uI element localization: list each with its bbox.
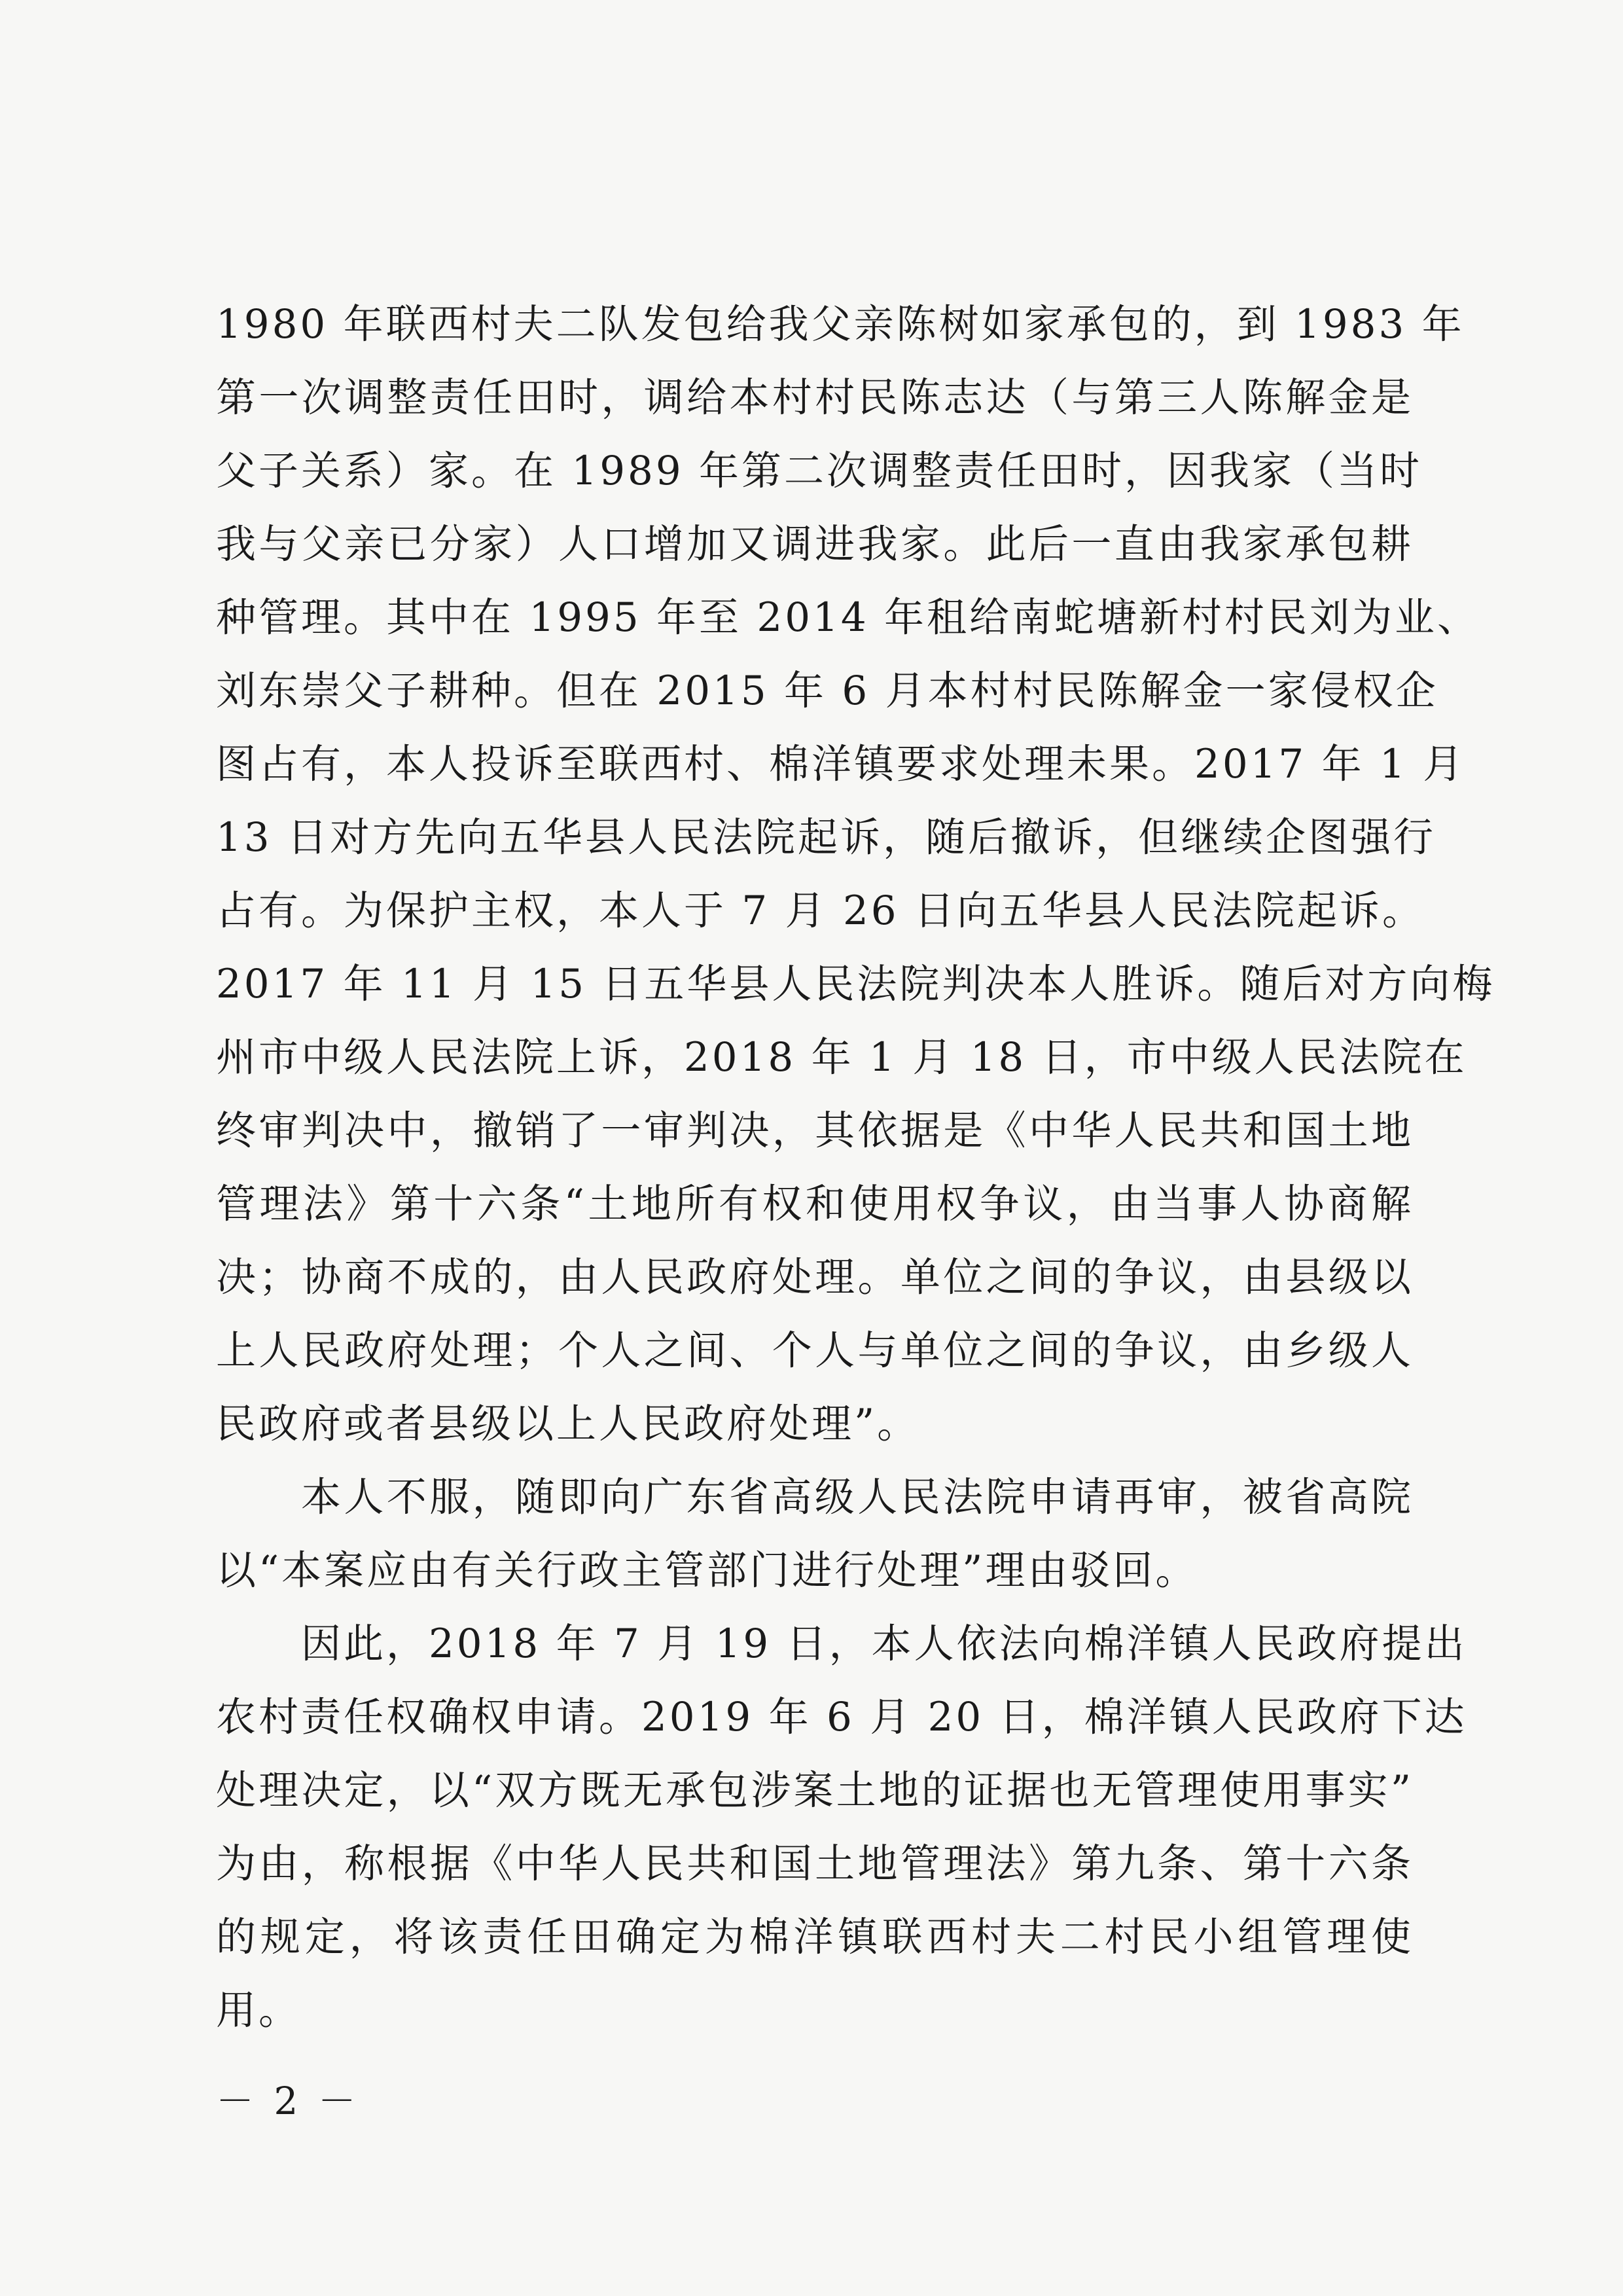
- text-line: 决；协商不成的，由人民政府处理。单位之间的争议，由县级以: [216, 1254, 1414, 1300]
- page-number: － 2 －: [216, 2079, 360, 2123]
- text-line: 占有。为保护主权，本人于 7 月 26 日向五华县人民法院起诉。: [216, 888, 1425, 934]
- paragraph-start-line: 本人不服，随即向广东省高级人民法院申请再审，被省高院: [301, 1474, 1414, 1520]
- text-line: 州市中级人民法院上诉，2018 年 1 月 18 日，市中级人民法院在: [216, 1034, 1467, 1081]
- text-line: 父子关系）家。在 1989 年第二次调整责任田时，因我家（当时: [216, 448, 1423, 494]
- text-line: 种管理。其中在 1995 年至 2014 年租给南蛇塘新村村民刘为业、: [216, 594, 1480, 641]
- text-line: 图占有，本人投诉至联西村、棉洋镇要求处理未果。2017 年 1 月: [216, 741, 1466, 787]
- text-line: 农村责任权确权申请。2019 年 6 月 20 日，棉洋镇人民政府下达: [216, 1694, 1467, 1740]
- text-line: 第一次调整责任田时，调给本村村民陈志达（与第三人陈解金是: [216, 374, 1414, 421]
- text-line: 我与父亲已分家）人口增加又调进我家。此后一直由我家承包耕: [216, 521, 1414, 567]
- text-line: 终审判决中，撤销了一审判决，其依据是《中华人民共和国土地: [216, 1107, 1414, 1154]
- text-line: 2017 年 11 月 15 日五华县人民法院判决本人胜诉。随后对方向梅: [216, 961, 1495, 1007]
- text-line: 的规定，将该责任田确定为棉洋镇联西村夫二村民小组管理使: [216, 1914, 1414, 1960]
- text-line: 上人民政府处理；个人之间、个人与单位之间的争议，由乡级人: [216, 1327, 1414, 1374]
- text-line: 管理法》第十六条“土地所有权和使用权争议，由当事人协商解: [216, 1181, 1414, 1227]
- document-body: [216, 288, 1495, 2047]
- text-line: 13 日对方先向五华县人民法院起诉，随后撤诉，但继续企图强行: [216, 814, 1436, 861]
- text-line: 以“本案应由有关行政主管部门进行处理”理由驳回。: [216, 1547, 1198, 1594]
- text-line: 处理决定，以“双方既无承包涉案土地的证据也无管理使用事实”: [216, 1767, 1414, 1814]
- text-line: 民政府或者县级以上人民政府处理”。: [216, 1401, 920, 1447]
- paragraph-start-line: 因此，2018 年 7 月 19 日，本人依法向棉洋镇人民政府提出: [301, 1621, 1467, 1667]
- text-line: 为由，称根据《中华人民共和国土地管理法》第九条、第十六条: [216, 1840, 1414, 1887]
- text-line: 用。: [216, 1987, 302, 2034]
- text-line: 刘东崇父子耕种。但在 2015 年 6 月本村村民陈解金一家侵权企: [216, 668, 1438, 714]
- text-line: 1980 年联西村夫二队发包给我父亲陈树如家承包的，到 1983 年: [216, 301, 1465, 348]
